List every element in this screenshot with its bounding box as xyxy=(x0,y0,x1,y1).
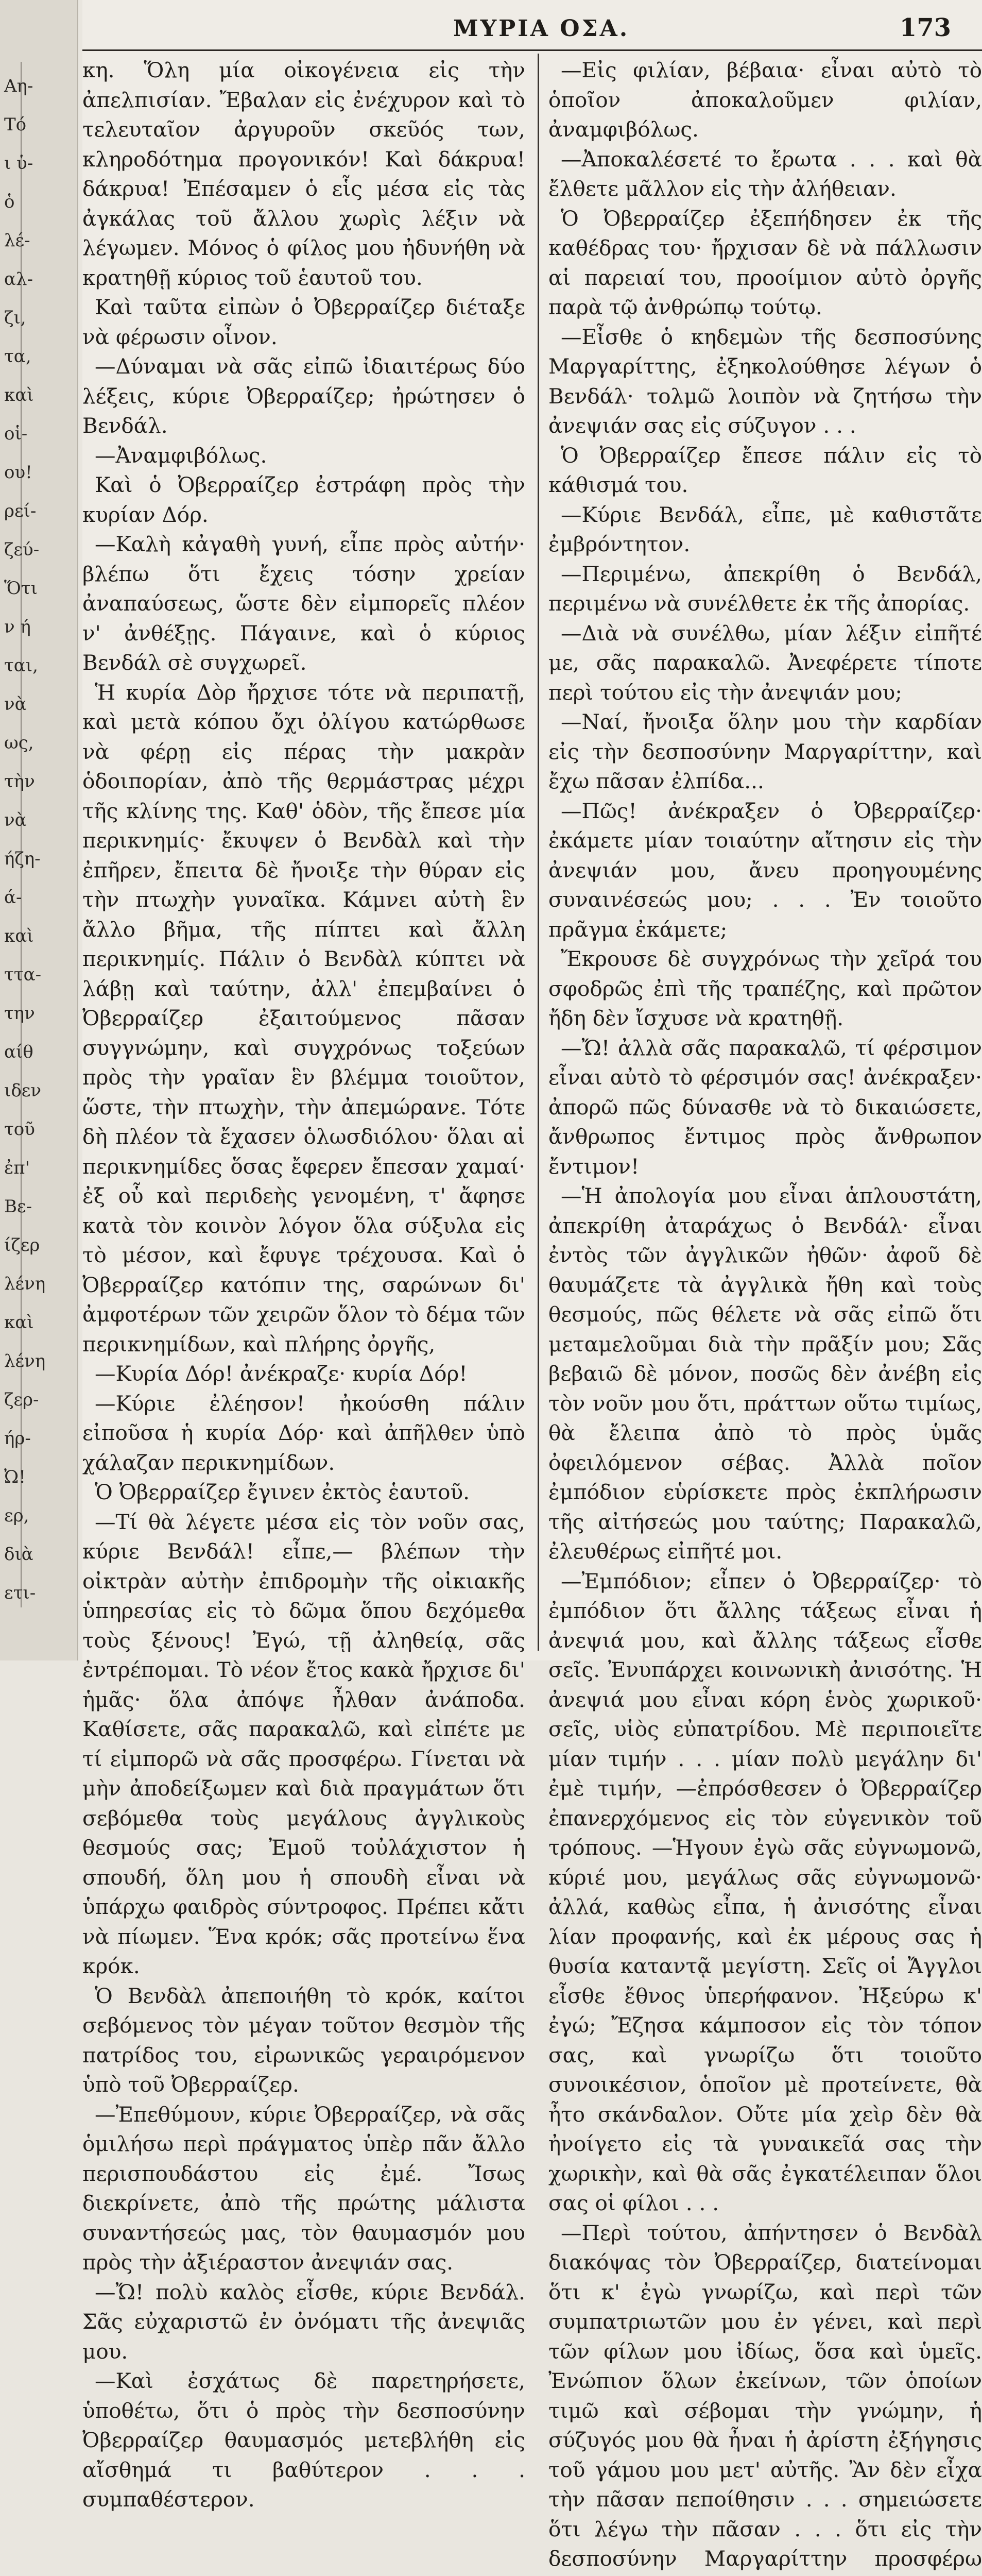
margin-fragment: νὰ xyxy=(4,696,27,713)
right-column xyxy=(548,56,982,2576)
adjacent-page-margin xyxy=(0,0,78,1660)
header-rule xyxy=(82,49,982,51)
paragraph: —Ὤ! ἀλλὰ σᾶς παρακαλῶ, τί φέρσιμον εἶναι αὐτὸ τὸ φέρσιμόν σας! ἀνέκραξεν· ἀπορῶ πῶς δύνασθε νὰ τὸ δικαιώσετε, ἄνθρωπος ἔντιμος πρὸς ἄνθρωπον ἔντιμον! xyxy=(548,1033,982,1182)
margin-fragment: Ὅτι xyxy=(4,580,38,597)
paragraph: —Ἐπεθύμουν, κύριε Ὀβερραίζερ, νὰ σᾶς ὁμιλήσω περὶ πράγματος ὑπὲρ πᾶν ἄλλο περισπουδάστου εἰς ἐμέ. Ἴσως διεκρίνετε, ἀπὸ τῆς πρώτης μάλιστα συναντήσεώς μας, τὸν θαυμασμόν μου πρὸς τὴν ἀξιέραστον ἀνεψιάν σας. xyxy=(82,2100,525,2278)
margin-fragment: ερ, xyxy=(4,1507,29,1524)
paragraph: —Κυρία Δόρ! ἀνέκραζε· κυρία Δόρ! xyxy=(82,1359,525,1389)
margin-fragment: ὁ xyxy=(4,193,14,211)
margin-fragment: καὶ xyxy=(4,927,34,945)
margin-fragment: ι ὑ- xyxy=(4,155,33,172)
paragraph: κη. Ὅλη μία οἰκογένεια εἰς τὴν ἀπελπισίαν. Ἔβαλαν εἰς ἐνέχυρον καὶ τὸ τελευταῖον ἀργυροῦν σκεῦός των, κληροδότημα προγονικόν! Καὶ δάκρυα! δάκρυα! Ἐπέσαμεν ὁ εἷς μέσα εἰς τὰς ἀγκάλας τοῦ ἄλλου χωρὶς λέξιν νὰ λέγωμεν. Μόνος ὁ φίλος μου ἠδυνήθη νὰ κρατηθῇ κύριος τοῦ ἑαυτοῦ του. xyxy=(82,56,525,293)
margin-fragment: Βε- xyxy=(4,1198,32,1215)
margin-fragment: τοῦ xyxy=(4,1121,35,1138)
paragraph: —Τί θὰ λέγετε μέσα εἰς τὸν νοῦν σας, κύριε Βενδάλ! εἶπε,— βλέπων τὴν οἰκτρὰν αὐτὴν ἐπιδρομὴν τῆς οἰκιακῆς ὑπηρεσίας εἰς τὸ δῶμα ὅπου δεχόμεθα τοὺς ξένους! Ἐγώ, τῇ ἀληθείᾳ, σᾶς ἐντρέπομαι. Τὸ νέον ἔτος κακὰ ἤρχισε δι' ἡμᾶς· ὅλα ἀπόψε ἦλθαν ἀνάποδα. Καθίσετε, σᾶς παρακαλῶ, καὶ εἰπέτε με τί εἰμπορῶ νὰ σᾶς προσφέρω. Γίνεται νὰ μὴν ἀποδείξωμεν καὶ διὰ πραγμάτων ὅτι σεβόμεθα τοὺς μεγάλους ἀγγλικοὺς θεσμούς σας; Ἐμοῦ τοὐλάχιστον ἡ σπουδή, ὅλη μου ἡ σπουδὴ εἶναι νὰ ὑπάρχω φαιδρὸς σύντροφος. Πρέπει κἄτι νὰ πίωμεν. Ἕνα κρόκ; σᾶς προτείνω ἕνα κρόκ. xyxy=(82,1507,525,1981)
paragraph: Ἡ κυρία Δὸρ ἤρχισε τότε νὰ περιπατῇ, καὶ μετὰ κόπου ὄχι ὀλίγου κατώρθωσε νὰ φέρῃ εἰς πέρας τὴν μακρὰν ὁδοιπορίαν, ἀπὸ τῆς θερμάστρας μέχρι τῆς κλίνης της. Καθ' ὁδὸν, τῆς ἔπεσε μία περικνημίς· ἔκυψεν ὁ Βενδὰλ καὶ τὴν ἐπῆρεν, ἔπειτα δὲ ἤνοιξε τὴν θύραν εἰς τὴν πτωχὴν γυναῖκα. Κάμνει αὐτὴ ἓν ἄλλο βῆμα, τῆς πίπτει καὶ ἄλλη περικνημίς. Πάλιν ὁ Βενδὰλ κύπτει νὰ λάβῃ καὶ ταύτην, ἀλλ' ἐπεμβαίνει ὁ Ὀβερραίζερ ἐξαιτούμενος πᾶσαν συγγνώμην, καὶ συγχρόνως τοξεύων πρὸς τὴν γραῖαν ἓν βλέμμα τοιοῦτον, ὥστε, τὴν πτωχὴν, τὴν ἀπεμώρανε. Τότε δὴ πλέον τὰ ἔχασεν ὁλωσδιόλου· ὅλαι αἱ περικνημίδες ὅσας ἔφερεν ἔπεσαν χαμαί· ἐξ οὗ καὶ περιδεὴς γενομένη, τ' ἄφησε κατὰ τὸν κοινὸν λόγον ὅλα σύξυλα εἰς τὸ μέσον, καὶ ἔφυγε τρέχουσα. Καὶ ὁ Ὀβερραίζερ κατόπιν της, σαρώνων δι' ἀμφοτέρων τῶν χειρῶν ὅλον τὸ δέμα τῶν περικνημίδων, καὶ πλήρης ὀργῆς, xyxy=(82,678,525,1360)
paragraph: —Ἀποκαλέσετέ το ἔρωτα . . . καὶ θὰ ἔλθετε μᾶλλον εἰς τὴν ἀλήθειαν. xyxy=(548,145,982,204)
margin-fragment: οἱ- xyxy=(4,425,27,443)
paragraph: —Καὶ ἐσχάτως δὲ παρετηρήσετε, ὑποθέτω, ὅτι ὁ πρὸς τὴν δεσποσύνην Ὀβερραίζερ θαυμασμός μετεβλήθη εἰς αἴσθημά τι βαθύτερον . . . συμπαθέστερον. xyxy=(82,2366,525,2515)
margin-fragment: Τό xyxy=(4,116,26,133)
running-title: ΜΥΡΙΑ ΟΣΑ. xyxy=(453,15,629,42)
paragraph: —Διὰ νὰ συνέλθω, μίαν λέξιν εἰπῆτέ με, σᾶς παρακαλῶ. Ἀνεφέρετε τίποτε περὶ τούτου εἰς τὴν ἀνεψιάν μου; xyxy=(548,619,982,708)
margin-fragment: ήζη- xyxy=(4,850,41,868)
paragraph: Ἔκρουσε δὲ συγχρόνως τὴν χεῖρά του σφοδρῶς ἐπὶ τῆς τραπέζης, καὶ πρῶτον ἤδη δὲν ἴσχυσε νὰ κρατηθῇ. xyxy=(548,944,982,1033)
margin-fragment: Αη- xyxy=(4,77,33,95)
margin-fragment: διὰ xyxy=(4,1546,33,1563)
column-divider xyxy=(538,54,539,1651)
paragraph: Ὁ Ὀβερραίζερ ἔπεσε πάλιν εἰς τὸ κάθισμά του. xyxy=(548,441,982,500)
margin-fragment: καὶ xyxy=(4,1314,34,1331)
paragraph: —Εἰς φιλίαν, βέβαια· εἶναι αὐτὸ τὸ ὁποῖον ἀποκαλοῦμεν φιλίαν, ἀναμφιβόλως. xyxy=(548,56,982,145)
paragraph: —Ἡ ἀπολογία μου εἶναι ἁπλουστάτη, ἀπεκρίθη ἀταράχως ὁ Βενδάλ· εἶναι ἐντὸς τῶν ἀγγλικῶν ἠθῶν· ἀφοῦ δὲ θαυμάζετε τὰ ἀγγλικὰ ἤθη καὶ τοὺς θεσμούς, πῶς θέλετε νὰ σᾶς εἰπῶ ὅτι μεταμελοῦμαι διὰ τὴν πρᾶξίν μου; Σᾶς βεβαιῶ δὲ μόνον, ποσῶς δὲν ἀνέβη εἰς τὸν νοῦν μου ὅτι, πράττων οὕτω τιμίως, θὰ ἔλειπα ἀπὸ τὸ πρὸς ὑμᾶς ὀφειλόμενον σέβας. Ἀλλὰ ποῖον ἐμπόδιον εὑρίσκετε πρὸς ἐκπλήρωσιν τῆς αἰτήσεώς μου ταύτης; Παρακαλῶ, ἐλευθέρως εἰπῆτέ μοι. xyxy=(548,1181,982,1567)
gutter-line xyxy=(21,62,22,1607)
paragraph: —Περιμένω, ἀπεκρίθη ὁ Βενδάλ, περιμένω νὰ συνέλθετε ἐκ τῆς ἀπορίας. xyxy=(548,560,982,619)
paragraph: Ὁ Βενδὰλ ἀπεποιήθη τὸ κρόκ, καίτοι σεβόμενος τὸν μέγαν τοῦτον θεσμὸν τῆς πατρίδος του, εἰρωνικῶς γεραιρόμενον ὑπὸ τοῦ Ὀβερραίζερ. xyxy=(82,1981,525,2100)
paragraph: —Ἐμπόδιον; εἶπεν ὁ Ὀβερραίζερ· τὸ ἐμπόδιον ὅτι ἄλλης τάξεως εἶναι ἡ ἀνεψιά μου, καὶ ἄλλης τάξεως εἶσθε σεῖς. Ἐνυπάρχει κοινωνικὴ ἀνισότης. Ἡ ἀνεψιά μου εἶναι κόρη ἑνὸς χωρικοῦ· σεῖς, υἱὸς εὐπατρίδου. Μὲ περιποιεῖτε μίαν τιμήν . . . μίαν πολὺ μεγάλην δι' ἐμὲ τιμήν, —ἐπρόσθεσεν ὁ Ὀβερραίζερ ἐπανερχόμενος εἰς τὸν εὐγενικὸν τοῦ τρόπους. —Ἡγουν ἐγὼ σᾶς εὐγνωμονῶ, κύριέ μου, μεγάλως σᾶς εὐγνωμονῶ· ἀλλά, καθὼς εἶπα, ἡ ἀνισότης εἶναι λίαν προφανής, καὶ ἐκ μέρους σας ἡ θυσία καταντᾷ μεγίστη. Σεῖς οἱ Ἄγγλοι εἶσθε ἔθνος ὑπερήφανον. Ἠξεύρω κ' ἐγώ; Ἔζησα κάμποσον εἰς τὸν τόπον σας, καὶ γνωρίζω ὅτι τοιοῦτο συνοικέσιον, ὁποῖον μὲ προτείνετε, θὰ ἦτο σκάνδαλον. Οὔτε μία χεὶρ δὲν θὰ ἠνοίγετο εἰς τὰ γυναικεῖά σας τὴν χωρικὴν, καὶ θὰ σᾶς ἐγκατέλειπαν ὅλοι σας οἱ φίλοι . . . xyxy=(548,1567,982,2218)
margin-fragment: ιδεν xyxy=(4,1082,41,1099)
page-number: 173 xyxy=(900,13,951,42)
margin-fragment: νὰ xyxy=(4,811,27,829)
paragraph: —Ναί, ἤνοιξα ὅλην μου τὴν καρδίαν εἰς τὴν δεσποσύνην Μαργαρίττην, καὶ ἔχω πᾶσαν ἐλπίδα... xyxy=(548,707,982,796)
margin-fragment: ά- xyxy=(4,889,22,906)
paragraph: Ὁ Ὀβερραίζερ ἐξεπήδησεν ἐκ τῆς καθέδρας του· ἤρχισαν δὲ νὰ πάλλωσιν αἱ παρειαί του, προοίμιον αὐτὸ ὀργῆς παρὰ τῷ ἀνθρώπῳ τούτῳ. xyxy=(548,204,982,323)
margin-fragment: Ὠ! xyxy=(4,1468,26,1486)
paragraph: —Πῶς! ἀνέκραξεν ὁ Ὀβερραίζερ· ἐκάμετε μίαν τοιαύτην αἴτησιν εἰς τὴν ἀνεψιάν μου, ἄνευ προηγουμένης συναινέσεώς μου; . . . Ἐν τοιοῦτο πρᾶγμα ἐκάμετε; xyxy=(548,796,982,945)
paragraph: —Περὶ τούτου, ἀπήντησεν ὁ Βενδὰλ διακόψας τὸν Ὀβερραίζερ, διατείνομαι ὅτι κ' ἐγὼ γνωρίζω, καὶ περὶ τῶν συμπατριωτῶν μου ἐν γένει, καὶ περὶ τῶν φίλων μου ἰδίως, ὅσα καὶ ὑμεῖς. Ἐνώπιον ὅλων ἐκείνων, τῶν ὁποίων τιμῶ καὶ σέβομαι τὴν γνώμην, ἡ σύζυγός μου θὰ ἦναι ἡ ἀρίστη ἐξήγησις τοῦ γάμου μου μετ' αὐτῆς. Ἂν δὲν εἶχα τὴν πᾶσαν πεποίθησιν . . . σημειώσετε ὅτι λέγω τὴν πᾶσαν . . . ὅτι εἰς τὴν δεσποσύνην Μαργαρίττην προσφέρω xyxy=(548,2218,982,2576)
margin-fragment: ήρ- xyxy=(4,1430,31,1447)
paragraph: Ὁ Ὀβερραίζερ ἔγινεν ἐκτὸς ἑαυτοῦ. xyxy=(82,1478,525,1507)
paragraph: —Ἀναμφιβόλως. xyxy=(82,441,525,471)
margin-fragment: καὶ xyxy=(4,386,34,404)
margin-fragment: τὴν xyxy=(4,773,35,790)
margin-fragment: ττα- xyxy=(4,966,41,984)
margin-fragment: ετι- xyxy=(4,1584,36,1602)
margin-fragment: λένη xyxy=(4,1275,45,1293)
margin-fragment: ν ή xyxy=(4,618,31,636)
margin-fragment: ως, xyxy=(4,734,34,752)
margin-fragment: τα, xyxy=(4,348,31,365)
paragraph: —Κύριε ἐλέησον! ἠκούσθη πάλιν εἰποῦσα ἡ κυρία Δόρ· καὶ ἀπῆλθεν ὑπὸ χάλαζαν περικνημίδων. xyxy=(82,1389,525,1478)
margin-fragment: ου! xyxy=(4,464,32,481)
paragraph: —Δύναμαι νὰ σᾶς εἰπῶ ἰδιαιτέρως δύο λέξεις, κύριε Ὀβερραίζερ; ἠρώτησεν ὁ Βενδάλ. xyxy=(82,352,525,441)
margin-fragment: ἐπ' xyxy=(4,1159,30,1177)
margin-fragment: αλ- xyxy=(4,270,33,288)
margin-fragment: ζερ- xyxy=(4,1391,39,1409)
paragraph: —Κύριε Βενδάλ, εἶπε, μὲ καθιστᾶτε ἐμβρόντητον. xyxy=(548,500,982,560)
paragraph: —Εἶσθε ὁ κηδεμὼν τῆς δεσποσύνης Μαργαρίττης, ἐξηκολούθησε λέγων ὁ Βενδάλ· τολμῶ λοιπὸν νὰ ζητήσω τὴν ἀνεψιάν σας εἰς σύζυγον . . . xyxy=(548,323,982,441)
paragraph: Καὶ ὁ Ὀβερραίζερ ἐστράφη πρὸς τὴν κυρίαν Δόρ. xyxy=(82,470,525,530)
margin-fragment: ρεί- xyxy=(4,502,36,520)
margin-fragment: ται, xyxy=(4,657,38,674)
margin-fragment: την xyxy=(4,1005,35,1022)
paragraph: Καὶ ταῦτα εἰπὼν ὁ Ὀβερραίζερ διέταξε νὰ φέρωσιν οἶνον. xyxy=(82,293,525,352)
margin-fragment: λένη xyxy=(4,1352,45,1370)
paragraph: —Καλὴ κἀγαθὴ γυνή, εἶπε πρὸς αὐτήν· βλέπω ὅτι ἔχεις τόσην χρείαν ἀναπαύσεως, ὥστε δὲν εἰμπορεῖς πλέον ν' ἀνθέξῃς. Πάγαινε, καὶ ὁ κύριος Βενδάλ σὲ συγχωρεῖ. xyxy=(82,530,525,678)
margin-fragment: λέ- xyxy=(4,232,30,249)
book-page xyxy=(82,0,982,1660)
page-header xyxy=(82,9,982,50)
left-column xyxy=(82,56,525,2515)
margin-fragment: αίθ xyxy=(4,1043,33,1061)
margin-fragment: ζι, xyxy=(4,309,26,327)
paragraph: —Ὤ! πολὺ καλὸς εἶσθε, κύριε Βενδάλ. Σᾶς εὐχαριστῶ ἐν ὀνόματι τῆς ἀνεψιᾶς μου. xyxy=(82,2278,525,2367)
margin-fragment: ζεύ- xyxy=(4,541,39,558)
margin-fragment: ίζερ xyxy=(4,1236,40,1254)
